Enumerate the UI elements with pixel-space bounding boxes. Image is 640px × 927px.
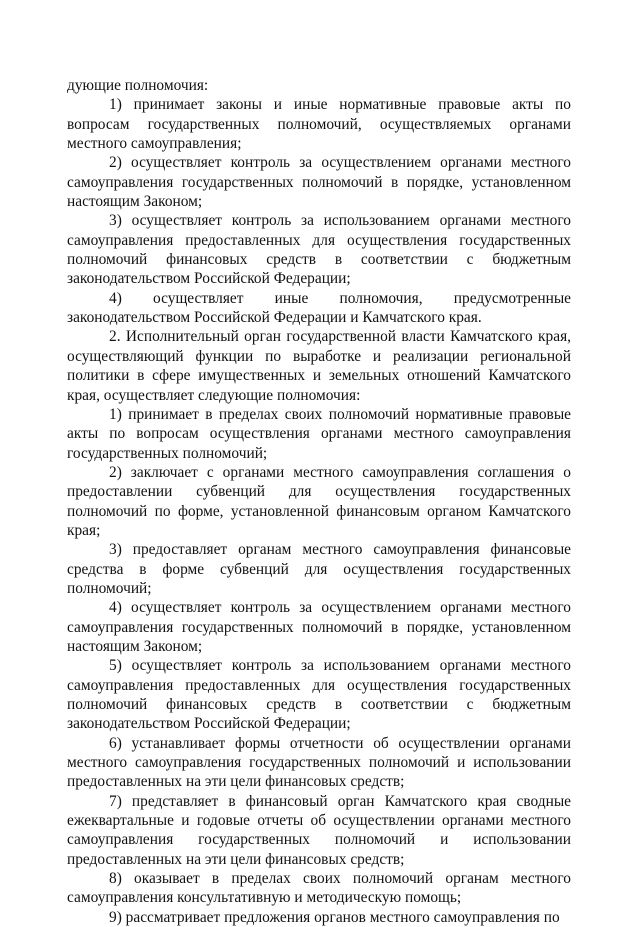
paragraph-2-8: 8) оказывает в пределах своих полномочий органам местного самоуправления консультативную и методическую помощь; <box>67 870 571 907</box>
document-body <box>67 76 571 927</box>
paragraph-1-4: 4) осуществляет иные полномочия, предусмотренные законодательством Российской Федерации и Камчатского края. <box>67 289 571 327</box>
paragraph-2-4: 4) осуществляет контроль за осуществлением органами местного самоуправления государственных полномочий в порядке, установленном настоящим Законом; <box>67 599 571 655</box>
paragraph-2-6: 6) устанавливает формы отчетности об осуществлении органами местного самоуправления государственных полномочий и использовании предоставленных на эти цели финансовых средств; <box>67 734 571 791</box>
paragraph-2-9: 9) рассматривает предложения органов местного самоуправления по <box>109 908 560 926</box>
paragraph-1-2: 2) осуществляет контроль за осуществлением органами местного самоуправления государственных полномочий в порядке, установленном настоящим Законом; <box>67 154 571 211</box>
paragraph-1-3: 3) осуществляет контроль за использованием органами местного самоуправления предоставленных для осуществления государственных полномочий финансовых средств в соответствии с бюджетным законодательством Российской Федерации; <box>67 212 571 288</box>
paragraph-2-5: 5) осуществляет контроль за использованием органами местного самоуправления предоставленных для осуществления государственных полномочий финансовых средств в соответствии с бюджетным законодательством Российской Федерации; <box>67 657 571 733</box>
paragraph-2-2: 2) заключает с органами местного самоуправления соглашения о предоставлении субвенций для осуществления государственных полномочий по форме, установленной финансовым органом Камчатского края; <box>67 463 571 539</box>
paragraph-continuation: дующие полномочия: <box>67 77 209 94</box>
paragraph-2-7: 7) представляет в финансовый орган Камчатского края сводные ежеквартальные и годовые отчеты об осуществлении органами местного самоуправления государственных полномочий и использовании предоставленных на эти цели финансовых средств; <box>67 792 571 868</box>
paragraph-2-1: 1) принимает в пределах своих полномочий нормативные правовые акты по вопросам осуществления органами местного самоуправления государственных полномочий; <box>67 405 571 462</box>
paragraph-2-3: 3) предоставляет органам местного самоуправления финансовые средства в форме субвенций для осуществления государственных полномочий; <box>67 541 571 597</box>
paragraph-1-1: 1) принимает законы и иные нормативные правовые акты по вопросам государственных полномочий, осуществляемых органами местного самоуправления; <box>67 96 571 153</box>
paragraph-section-2: 2. Исполнительный орган государственной власти Камчатского края, осуществляющий функции по выработке и реализации региональной политики в сфере имущественных и земельных отношений Камчатского края, осуществляет следующие полномочия: <box>67 328 571 404</box>
